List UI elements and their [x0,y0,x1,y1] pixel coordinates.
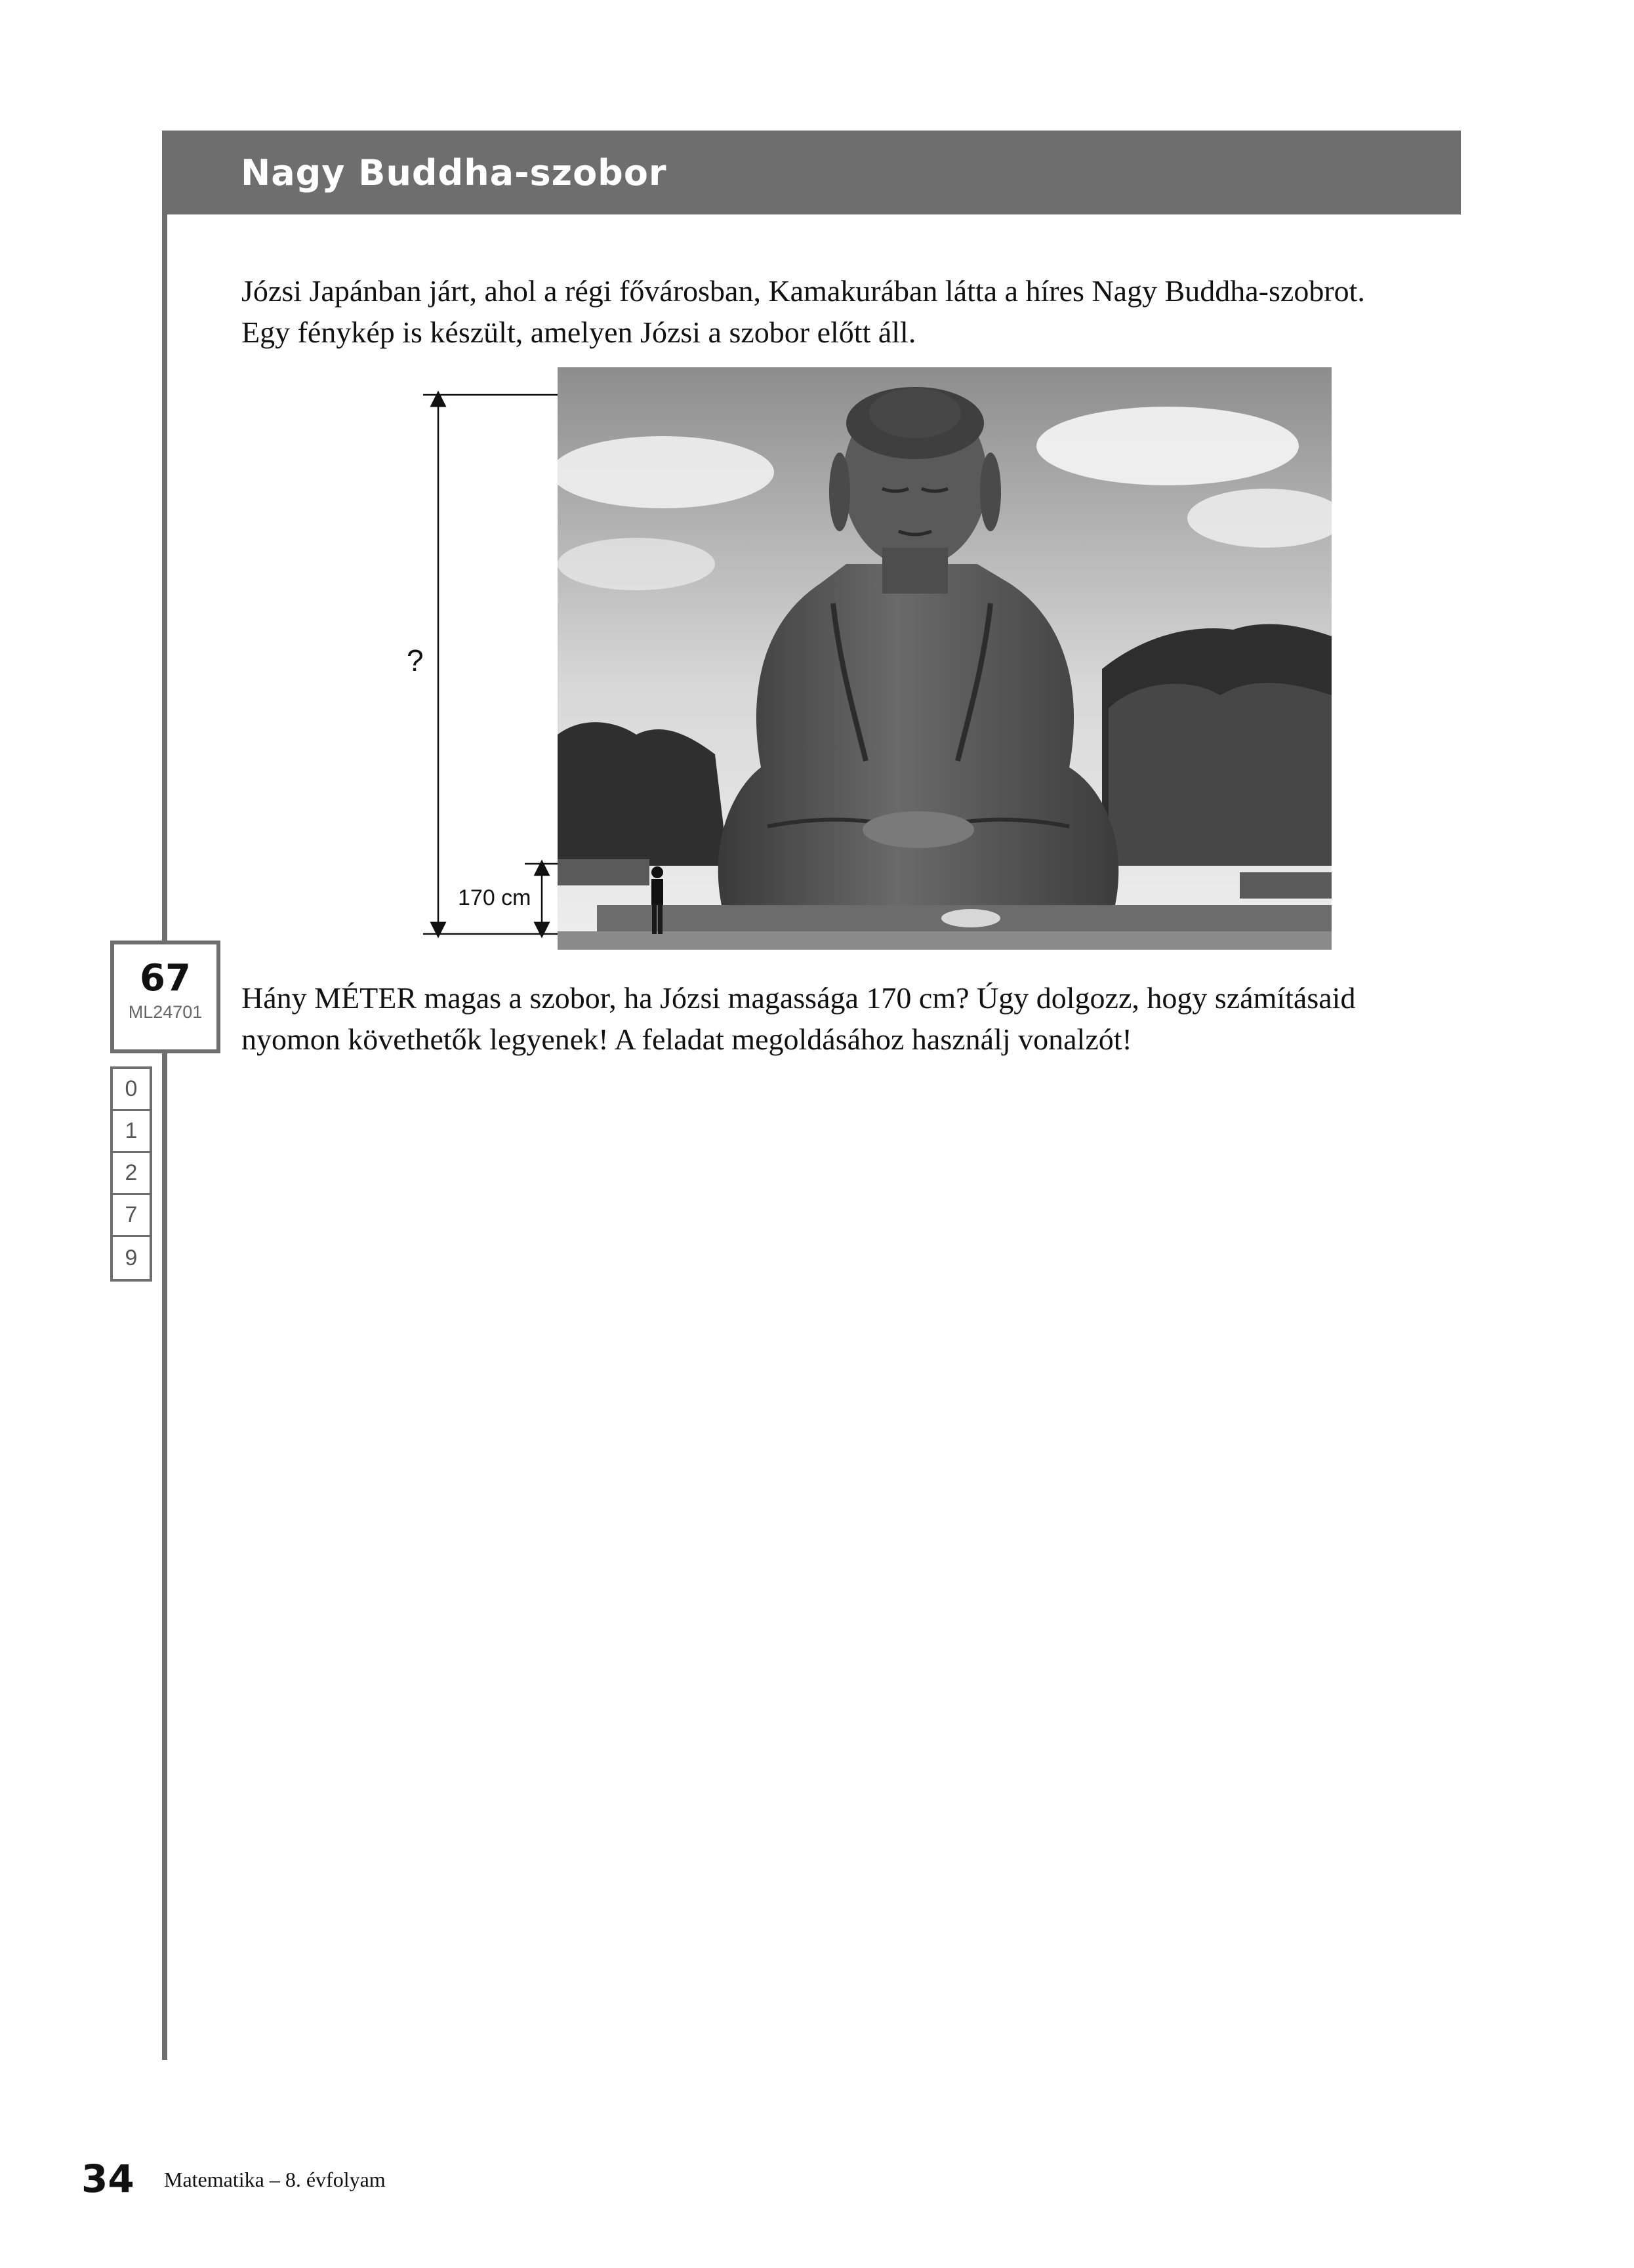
question-text [241,977,1461,1060]
question-line-1: Hány MÉTER magas a szobor, ha Józsi magassága 170 cm? Úgy dolgozz, hogy számításaid [241,981,1356,1015]
intro-line-2: Egy fénykép is készült, amelyen Józsi a szobor előtt áll. [241,315,916,349]
score-boxes [110,1066,152,1282]
footer-text: Matematika – 8. évfolyam [164,2168,386,2191]
intro-text [241,270,1461,353]
title-bar [162,131,1461,214]
score-box[interactable]: 2 [113,1153,150,1195]
page-number: 34 [81,2157,134,2201]
buddha-figure [394,367,1332,951]
intro-line-1: Józsi Japánban járt, ahol a régi fővárosban, Kamakurában látta a híres Nagy Buddha-szobrot. [241,274,1365,308]
score-box[interactable]: 1 [113,1111,150,1153]
task-number-box [110,941,220,1053]
task-number: 67 [140,957,191,1000]
person-height-label: 170 cm [458,885,531,910]
buddha-photo [558,367,1332,950]
unknown-height-label: ? [407,643,424,678]
page-title: Nagy Buddha-szobor [241,152,667,193]
score-box[interactable]: 0 [113,1069,150,1111]
task-code: ML24701 [128,1002,203,1022]
score-box[interactable]: 7 [113,1195,150,1237]
score-box[interactable]: 9 [125,1245,138,1270]
question-line-2: nyomon követhetők legyenek! A feladat megoldásához használj vonalzót! [241,1023,1132,1056]
left-margin-rule [162,131,167,2060]
